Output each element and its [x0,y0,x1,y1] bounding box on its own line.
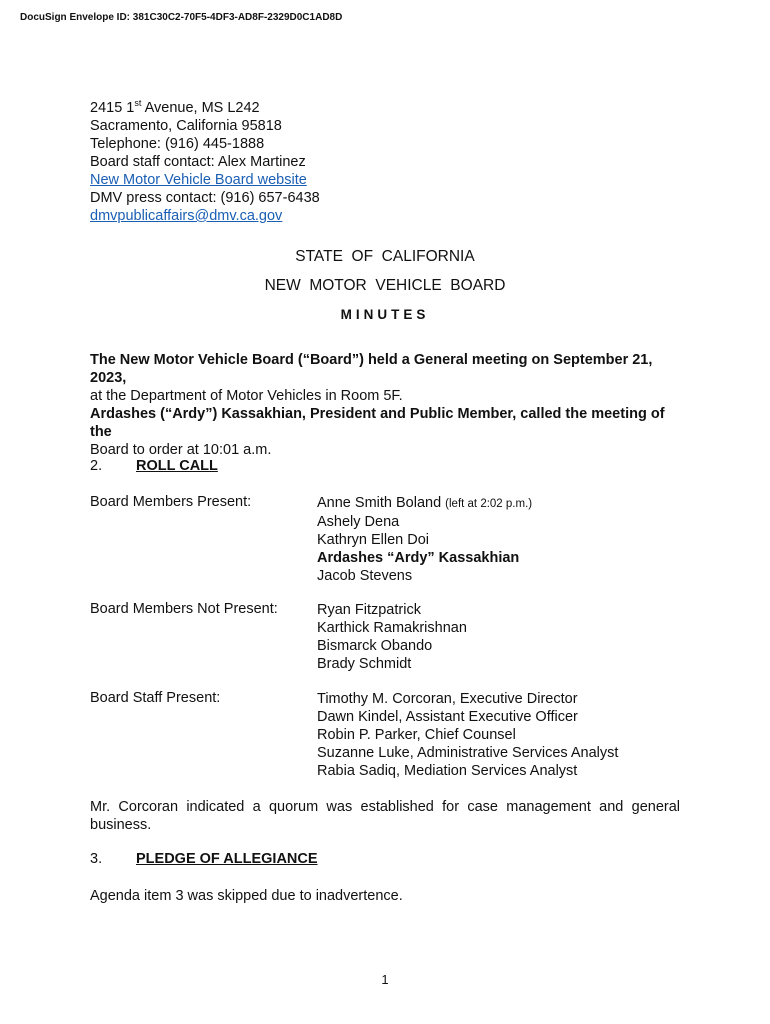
minutes-heading: MINUTES [340,307,430,322]
list-item: Suzanne Luke, Administrative Services Analyst [317,745,619,761]
pledge-section-heading: 3. PLEDGE OF ALLEGIANCE [90,851,318,867]
city-state-zip: Sacramento, California 95818 [90,117,282,134]
state-heading: STATE OF CALIFORNIA [295,248,475,265]
call-to-order: Ardashes (“Ardy”) Kassakhian, President and Public Member, called the meeting of the Board to order at 10:01 a.m. [90,406,665,458]
staff-present-list [317,690,618,780]
roll-call-section-heading: 2. ROLL CALL [90,458,218,474]
quorum-statement: Mr. Corcoran indicated a quorum was established for case management and general business. [90,799,680,833]
list-item: Timothy M. Corcoran, Executive Director [317,691,578,707]
list-item: Ryan Fitzpatrick [317,602,421,618]
page-number: 1 [381,972,389,987]
street-address: 2415 1st Avenue, MS L242 [90,98,260,116]
board-heading: NEW MOTOR VEHICLE BOARD [264,277,506,294]
board-website-link[interactable]: New Motor Vehicle Board website [90,171,307,188]
docusign-envelope-id: DocuSign Envelope ID: 381C30C2-70F5-4DF3-AD8F-2329D0C1AD8D [20,12,343,23]
list-item: Ardashes “Ardy” Kassakhian [317,550,520,566]
members-not-present-list [317,601,467,673]
list-item: Anne Smith Boland (left at 2:02 p.m.) [317,495,533,511]
list-item: Jacob Stevens [317,568,413,584]
list-item: Bismarck Obando [317,638,433,654]
staff-present-label: Board Staff Present: [90,690,221,706]
list-item: Kathryn Ellen Doi [317,532,430,548]
list-item: Robin P. Parker, Chief Counsel [317,727,516,743]
board-address-block [90,94,320,225]
meeting-intro: The New Motor Vehicle Board (“Board”) held a General meeting on September 21, 2023, at the Department of Motor Vehicles in Room 5F. [90,352,653,404]
list-item: Dawn Kindel, Assistant Executive Officer [317,709,578,725]
pledge-note: Agenda item 3 was skipped due to inadvertence. [90,888,403,904]
press-contact: DMV press contact: (916) 657-6438 [90,189,320,206]
list-item: Rabia Sadiq, Mediation Services Analyst [317,763,578,779]
telephone: Telephone: (916) 445-1888 [90,135,265,152]
members-not-present-label: Board Members Not Present: [90,601,278,617]
list-item: Karthick Ramakrishnan [317,620,467,636]
list-item: Ashely Dena [317,514,400,530]
list-item: Brady Schmidt [317,656,412,672]
staff-contact: Board staff contact: Alex Martinez [90,153,306,170]
dmv-email-link[interactable]: dmvpublicaffairs@dmv.ca.gov [90,207,283,224]
members-present-label: Board Members Present: [90,494,252,510]
members-present-list [317,494,532,585]
